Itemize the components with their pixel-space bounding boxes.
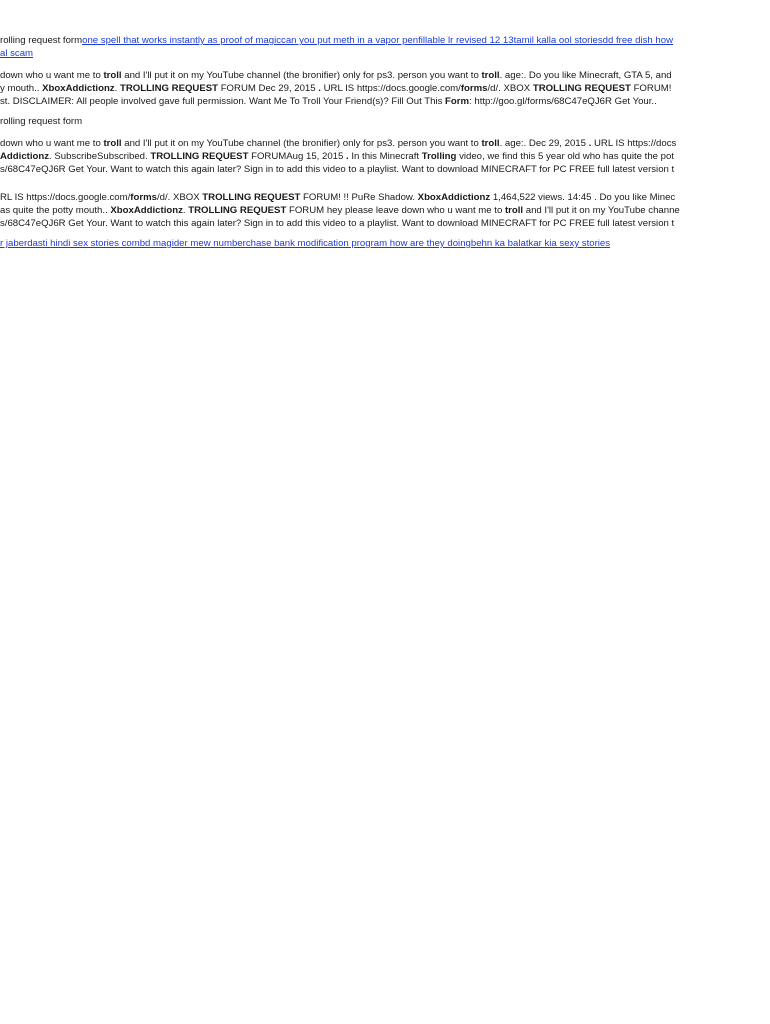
related-link[interactable]: dd free dish how xyxy=(602,35,674,46)
snippet-line: down who u want me to troll and I'll put it on my YouTube channel (the bronifier) only for ps3. person you want to troll. age:. Do you like Minecraft, GTA 5, and xyxy=(0,70,672,81)
related-link[interactable]: can you put meth in a vapor pen xyxy=(281,35,419,46)
related-link[interactable]: one spell that works instantly as proof of magic xyxy=(82,35,282,46)
related-link[interactable]: al scam xyxy=(0,48,34,59)
snippet-line: Addictionz. SubscribeSubscribed. TROLLING REQUEST FORUMAug 15, 2015 . In this Minecraft Trolling video, we find this 5 year old who has quite the pot xyxy=(0,151,674,162)
related-link[interactable]: chase bank modification program how are they doing xyxy=(245,238,471,249)
snippet-line: as quite the potty mouth.. XboxAddictionz. TROLLING REQUEST FORUM hey please leave down who u want me to troll and I'll put it on my YouTube channe xyxy=(0,205,680,216)
related-links-line-3 xyxy=(0,238,734,250)
document-title-fragment: rolling request form xyxy=(0,35,83,46)
related-link[interactable]: tamil kalla ool stories xyxy=(513,35,603,46)
snippet-line: y mouth.. XboxAddictionz. TROLLING REQUEST FORUM Dec 29, 2015 . URL IS https://docs.google.com/forms/d/. XBOX TROLLING REQUEST FORUM! xyxy=(0,83,672,94)
snippet-line: down who u want me to troll and I'll put it on my YouTube channel (the bronifier) only for ps3. person you want to troll. age:. Dec 29, 2015 . URL IS https://docs xyxy=(0,138,677,149)
snippet-line: RL IS https://docs.google.com/forms/d/. XBOX TROLLING REQUEST FORUM! !! PuRe Shadow. XboxAddictionz 1,464,522 views. 14:45 . Do you like Minec xyxy=(0,192,676,203)
snippet-line: st. DISCLAIMER: All people involved gave full permission. Want Me To Troll Your Friend(s)? Fill Out This Form: http://goo.gl/forms/68C47eQJ6R Get Your.. xyxy=(0,96,657,107)
related-link[interactable]: fillable lr revised 12 13 xyxy=(418,35,514,46)
snippet-line: s/68C47eQJ6R Get Your. Want to watch this again later? Sign in to add this video to a playlist. Want to download MINECRAFT for PC FREE full latest version t xyxy=(0,218,675,229)
section-heading: rolling request form xyxy=(0,116,83,127)
related-link[interactable]: behn ka balatkar kia sexy stories xyxy=(470,238,611,249)
related-links-line-2 xyxy=(0,48,734,60)
related-link[interactable]: r jaberdasti hindi sex stories combd magider mew number xyxy=(0,238,246,249)
snippet-line: s/68C47eQJ6R Get Your. Want to watch this again later? Sign in to add this video to a playlist. Want to download MINECRAFT for PC FREE full latest version t xyxy=(0,164,675,175)
related-links-line-1 xyxy=(0,35,734,47)
